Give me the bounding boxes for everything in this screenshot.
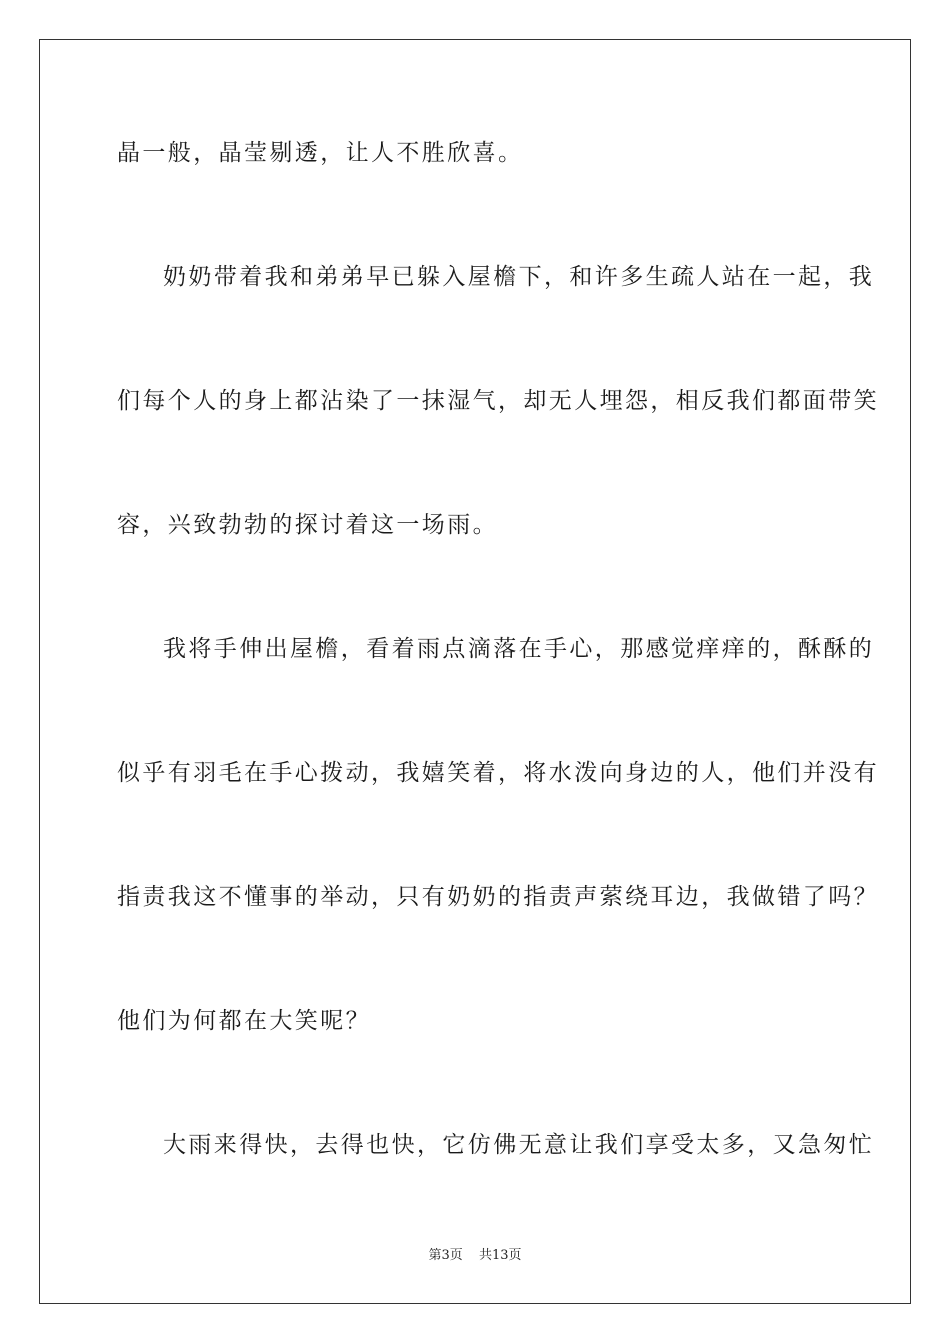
text-line: 似乎有羽毛在手心拨动，我嬉笑着，将水泼向身边的人，他们并没有 bbox=[117, 760, 879, 786]
text-line: 指责我这不懂事的举动，只有奶奶的指责声萦绕耳边，我做错了吗？ bbox=[117, 884, 879, 910]
paragraph-first-line: 大雨来得快，去得也快，它仿佛无意让我们享受太多，又急匆忙 bbox=[163, 1132, 875, 1158]
text-line: 们每个人的身上都沾染了一抹湿气，却无人埋怨，相反我们都面带笑 bbox=[117, 388, 879, 414]
page-border bbox=[39, 39, 911, 1304]
page-total: 共13页 bbox=[478, 1248, 522, 1263]
text-line: 他们为何都在大笑呢？ bbox=[117, 1008, 371, 1034]
text-line: 容，兴致勃勃的探讨着这一场雨。 bbox=[117, 512, 498, 538]
page-footer bbox=[0, 1247, 950, 1265]
text-line: 晶一般，晶莹剔透，让人不胜欣喜。 bbox=[117, 140, 524, 166]
paragraph-first-line: 我将手伸出屋檐，看着雨点滴落在手心，那感觉痒痒的，酥酥的 bbox=[163, 636, 875, 662]
page-number: 第3页 bbox=[428, 1248, 463, 1263]
paragraph-first-line: 奶奶带着我和弟弟早已躲入屋檐下，和许多生疏人站在一起，我 bbox=[163, 264, 875, 290]
